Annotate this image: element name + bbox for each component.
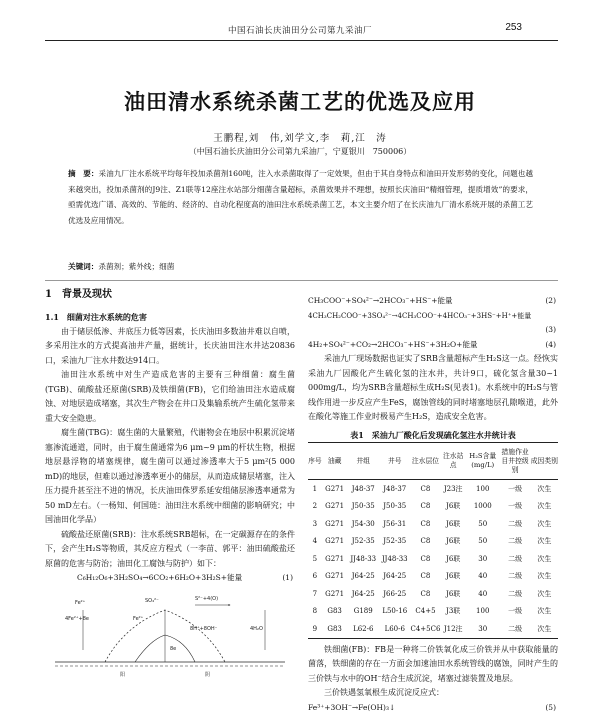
cell-cause: 次生 xyxy=(531,603,558,621)
left-column xyxy=(45,280,295,586)
cell-well-group: J64-25 xyxy=(347,568,379,586)
table-row xyxy=(308,568,558,586)
corrosion-diagram xyxy=(45,590,295,693)
th-h2s: H₂S含量(mg/L) xyxy=(466,443,500,480)
cell-h2s: 100 xyxy=(466,480,500,498)
cell-index: 6 xyxy=(308,568,322,586)
fig-label-anode: 阳 xyxy=(120,671,125,678)
equation-4-number: (4) xyxy=(545,338,556,353)
cell-station: J6联 xyxy=(440,550,466,568)
cell-station: J6联 xyxy=(440,515,466,533)
cell-station: J6联 xyxy=(440,568,466,586)
cell-well-no: J66-25 xyxy=(379,585,410,603)
cell-well-no: L60-6 xyxy=(379,620,410,638)
cell-well-no: J64-25 xyxy=(379,568,410,586)
equation-3-num-row xyxy=(308,323,558,338)
equation-3-text: 4CH₃CH₂COO⁻+3SO₄²⁻→4CH₃COO⁻+4HCO₃⁻+3HS⁻+H⁺+能量 xyxy=(308,312,531,320)
equation-5 xyxy=(308,701,558,715)
table-row xyxy=(308,533,558,551)
cell-well-no: JJ48-33 xyxy=(379,550,410,568)
cell-reservoir: G271 xyxy=(322,515,348,533)
right-column xyxy=(308,294,558,715)
cell-control-level: 一级 xyxy=(500,498,531,516)
cell-control-level: 一级 xyxy=(500,603,531,621)
cell-index: 3 xyxy=(308,515,322,533)
corrosion-figure xyxy=(45,590,295,693)
table-row xyxy=(308,620,558,638)
equation-5-text: Fe³⁺+3OH⁻→Fe(OH)₃↓ xyxy=(308,703,395,712)
cell-well-no: L50-16 xyxy=(379,603,410,621)
cell-h2s: 50 xyxy=(466,515,500,533)
cell-station: J6联 xyxy=(440,533,466,551)
abstract-text: 采油九厂注水系统平均每年投加杀菌剂160吨，注入水杀菌取得了一定效果，但由于其自身特点和油田开发形势的变化，问题也越来越突出，投加杀菌剂的J9注、Z1联等12座注水站部分细菌含量超标，杀菌效果并不理想，按照长庆油田“精细管理，提质增效”的要求，亟需优选广谱、高效的、节能的、经济的、自动化程度高的油田注水系统杀菌工艺，本文主要介绍了在长庆油九厂清水系统开展的杀菌工艺优选及应用情况。 xyxy=(68,169,533,225)
cell-reservoir: G83 xyxy=(322,620,348,638)
table-row xyxy=(308,498,558,516)
cell-reservoir: G271 xyxy=(322,568,348,586)
cell-layer: C8 xyxy=(410,515,440,533)
cell-reservoir: G83 xyxy=(322,603,348,621)
cell-well-no: J52-35 xyxy=(379,533,410,551)
th-cause: 成因类别 xyxy=(531,443,558,480)
cell-cause: 次生 xyxy=(531,585,558,603)
cell-control-level: 一级 xyxy=(500,480,531,498)
cell-h2s: 30 xyxy=(466,550,500,568)
cell-well-group: L62-6 xyxy=(347,620,379,638)
subsection-heading-1-1: 1.1 细菌对注水系统的危害 xyxy=(45,310,295,325)
paragraph-fe-reaction: 三价铁遇氢氧根生成沉淀反应式： xyxy=(308,686,558,701)
cell-layer: C8 xyxy=(410,550,440,568)
equation-3 xyxy=(308,309,558,324)
cell-well-group: J54-30 xyxy=(347,515,379,533)
paragraph-h2s-evidence: 采油九厂现场数据也证实了SRB含量超标产生H₂S这一点。经恢实采油九厂因酸化产生硫化氢的注水井，共计9口，硫化氢含量30~1 000mg/L，均为SRB含量超标生成H₂S(见表1)。水系统中的H₂S与管线作用进一步反应产生FeS，腐蚀管线的同时堵塞地层孔隙喉道，此外在酸化等施工作业时极易产生H₂S，造成安全危害。 xyxy=(308,352,558,425)
table-header-row xyxy=(308,443,558,480)
cell-index: 4 xyxy=(308,533,322,551)
equation-1 xyxy=(45,571,295,586)
cell-control-level: 二级 xyxy=(500,620,531,638)
th-control-level: 措施作业目井控级别 xyxy=(500,443,531,480)
equation-3-number: (3) xyxy=(545,323,556,338)
th-well-no: 井号 xyxy=(379,443,410,480)
cell-cause: 次生 xyxy=(531,480,558,498)
affiliation: （中国石油长庆油田分公司第九采油厂，宁夏银川 750006） xyxy=(0,146,600,157)
cell-control-level: 二级 xyxy=(500,533,531,551)
cell-control-level: 二级 xyxy=(500,515,531,533)
cell-well-group: J64-25 xyxy=(347,585,379,603)
fig-label-so4: SO₄²⁻ xyxy=(145,598,159,604)
cell-well-no: J48-37 xyxy=(379,480,410,498)
cell-reservoir: G271 xyxy=(322,550,348,568)
cell-station: J12注 xyxy=(440,620,466,638)
fig-label-h-oh: 8H⁺+8OH⁻ xyxy=(190,626,218,632)
cell-station: J6联 xyxy=(440,498,466,516)
cell-index: 7 xyxy=(308,585,322,603)
cell-h2s: 30 xyxy=(466,620,500,638)
fig-label-fe2: Fe²⁺ xyxy=(133,616,144,622)
th-well-group: 井组 xyxy=(347,443,379,480)
cell-h2s: 1000 xyxy=(466,498,500,516)
equation-5-number: (5) xyxy=(545,701,556,715)
cell-well-group: J52-35 xyxy=(347,533,379,551)
cell-h2s: 50 xyxy=(466,533,500,551)
cell-reservoir: G271 xyxy=(322,498,348,516)
th-reservoir: 油藏 xyxy=(322,443,348,480)
cell-layer: C8 xyxy=(410,585,440,603)
cell-index: 1 xyxy=(308,480,322,498)
cell-well-group: J48-37 xyxy=(347,480,379,498)
paragraph-fb: 铁细菌(FB)：FB是一种将二价铁氧化成三价铁并从中获取能量的菌落，铁细菌的存在一方面会加速油田水系统管线的腐蚀，同时产生的三价铁与水中的OH⁻结合生成沉淀，堵塞过滤装置及地层。 xyxy=(308,643,558,687)
cell-reservoir: G271 xyxy=(322,585,348,603)
equation-1-text: C₆H₁₂O₆+3H₂SO₄→6CO₂+6H₂O+3H₂S+能量 xyxy=(45,573,242,582)
cell-control-level: 二级 xyxy=(500,585,531,603)
abstract-label: 摘 要： xyxy=(68,169,99,178)
cell-index: 5 xyxy=(308,550,322,568)
paper-title: 油田清水系统杀菌工艺的优选及应用 xyxy=(0,86,600,116)
cell-layer: C8 xyxy=(410,498,440,516)
fig-label-h2o: 4H₂O xyxy=(250,626,263,632)
cell-well-no: J50-35 xyxy=(379,498,410,516)
cell-well-group: JJ48-33 xyxy=(347,550,379,568)
table-row xyxy=(308,550,558,568)
cell-cause: 次生 xyxy=(531,515,558,533)
authors: 王鹏程,刘 伟,刘学文,李 莉,江 涛 xyxy=(0,130,600,144)
paragraph-tgb: 腐生菌(TBG)：腐生菌的大量繁殖，代谢物会在地层中积累沉淀堵塞渗流通道，同时，由于腐生菌通常为6 μm~9 μm的杆状生物，根据地层悬浮物的堵塞规律，腐生菌可以通过渗透率大于5 μm²(5 000 mD)的地层，但难以通过渗透率更小的储层，从而造成储层堵塞，注入压力提升甚至注不进的情况，长庆油田侏罗系延安组储层渗透率通常为50 mD左右。（一杨知、何国琏：油田注水系统中细菌的影响研究；中国油田化学品） xyxy=(45,426,295,528)
cell-reservoir: G271 xyxy=(322,480,348,498)
page-number: 253 xyxy=(505,22,522,33)
fig-label-8e: 8e xyxy=(170,646,176,652)
cell-index: 9 xyxy=(308,620,322,638)
equation-2 xyxy=(308,294,558,309)
cell-h2s: 40 xyxy=(466,568,500,586)
cell-well-no: J56-31 xyxy=(379,515,410,533)
cell-index: 2 xyxy=(308,498,322,516)
table-row xyxy=(308,603,558,621)
equation-4 xyxy=(308,338,558,353)
fig-label-cathode: 阴 xyxy=(205,671,210,678)
cell-index: 8 xyxy=(308,603,322,621)
cell-well-group: G189 xyxy=(347,603,379,621)
equation-4-text: 4H₂+SO₄²⁻+CO₂→2HCO₃⁻+HS⁻+3H₂O+能量 xyxy=(308,340,477,349)
fig-label-fe: Fe²⁺ xyxy=(75,600,86,606)
equation-1-number: (1) xyxy=(282,571,293,586)
cell-station: J23注 xyxy=(440,480,466,498)
th-layer: 注水层位 xyxy=(410,443,440,480)
keywords-label: 关键词： xyxy=(68,262,98,271)
running-title: 中国石油长庆油田分公司第九采油厂 xyxy=(0,24,600,36)
table-1 xyxy=(308,442,558,639)
cell-h2s: 40 xyxy=(466,585,500,603)
cell-reservoir: G271 xyxy=(322,533,348,551)
cell-layer: C4+5 xyxy=(410,603,440,621)
cell-control-level: 二级 xyxy=(500,568,531,586)
cell-layer: C8 xyxy=(410,533,440,551)
table-1-caption: 表1 采油九厂酸化后发现硫化氢注水井统计表 xyxy=(308,428,558,443)
cell-layer: C8 xyxy=(410,568,440,586)
th-station: 注水站点 xyxy=(440,443,466,480)
table-row xyxy=(308,480,558,498)
cell-station: J3联 xyxy=(440,603,466,621)
keywords xyxy=(68,261,533,272)
header-rule xyxy=(45,40,558,41)
cell-cause: 次生 xyxy=(531,533,558,551)
abstract xyxy=(68,166,533,228)
paragraph-injection-wells: 由于储层低渗、井底压力低等因素，长庆油田多数油井难以自喷，多采用注水的方式提高油井产量，据统计，长庆油田注水井达20836口，采油九厂注水井数达914口。 xyxy=(45,325,295,369)
cell-well-group: J50-35 xyxy=(347,498,379,516)
cell-layer: C8 xyxy=(410,480,440,498)
paragraph-bacteria-types: 油田注水系统中对生产造成危害的主要有三种细菌：腐生菌(TGB)、硫酸盐还原菌(SRB)及铁细菌(FB)，它们给油田注水造成腐蚀、对地层造成堵塞，其次生产物会在井口及集输系统产生硫化氢带来重大安全隐患。 xyxy=(45,368,295,426)
cell-station: J6联 xyxy=(440,585,466,603)
table-row xyxy=(308,585,558,603)
cell-control-level: 二级 xyxy=(500,550,531,568)
section-heading-1: 1 背景及现状 xyxy=(45,280,295,310)
fig-label-fe-8e: 4Fe²⁺+8e xyxy=(65,616,89,622)
cell-h2s: 100 xyxy=(466,603,500,621)
table-row xyxy=(308,515,558,533)
equation-2-text: CH₃COO⁻+SO₄²⁻→2HCO₃⁻+HS⁻+能量 xyxy=(308,296,452,305)
paragraph-srb: 硫酸盐还原菌(SRB)：注水系统SRB超标，在一定碳源存在的条件下，会产生H₂S等物质，其反应方程式（一李苗、郭平：油田硫酸盐还原菌的危害与防治；油田化工腐蚀与防护）如下： xyxy=(45,528,295,572)
fig-label-s2: S²⁻+4(O) xyxy=(195,596,218,602)
keywords-text: 杀菌剂；紫外线；细菌 xyxy=(98,262,174,271)
equation-2-number: (2) xyxy=(545,294,556,309)
running-header xyxy=(0,22,600,38)
cell-cause: 次生 xyxy=(531,550,558,568)
cell-layer: C4+5C6 xyxy=(410,620,440,638)
cell-cause: 次生 xyxy=(531,620,558,638)
cell-cause: 次生 xyxy=(531,498,558,516)
cell-cause: 次生 xyxy=(531,568,558,586)
th-index: 序号 xyxy=(308,443,322,480)
